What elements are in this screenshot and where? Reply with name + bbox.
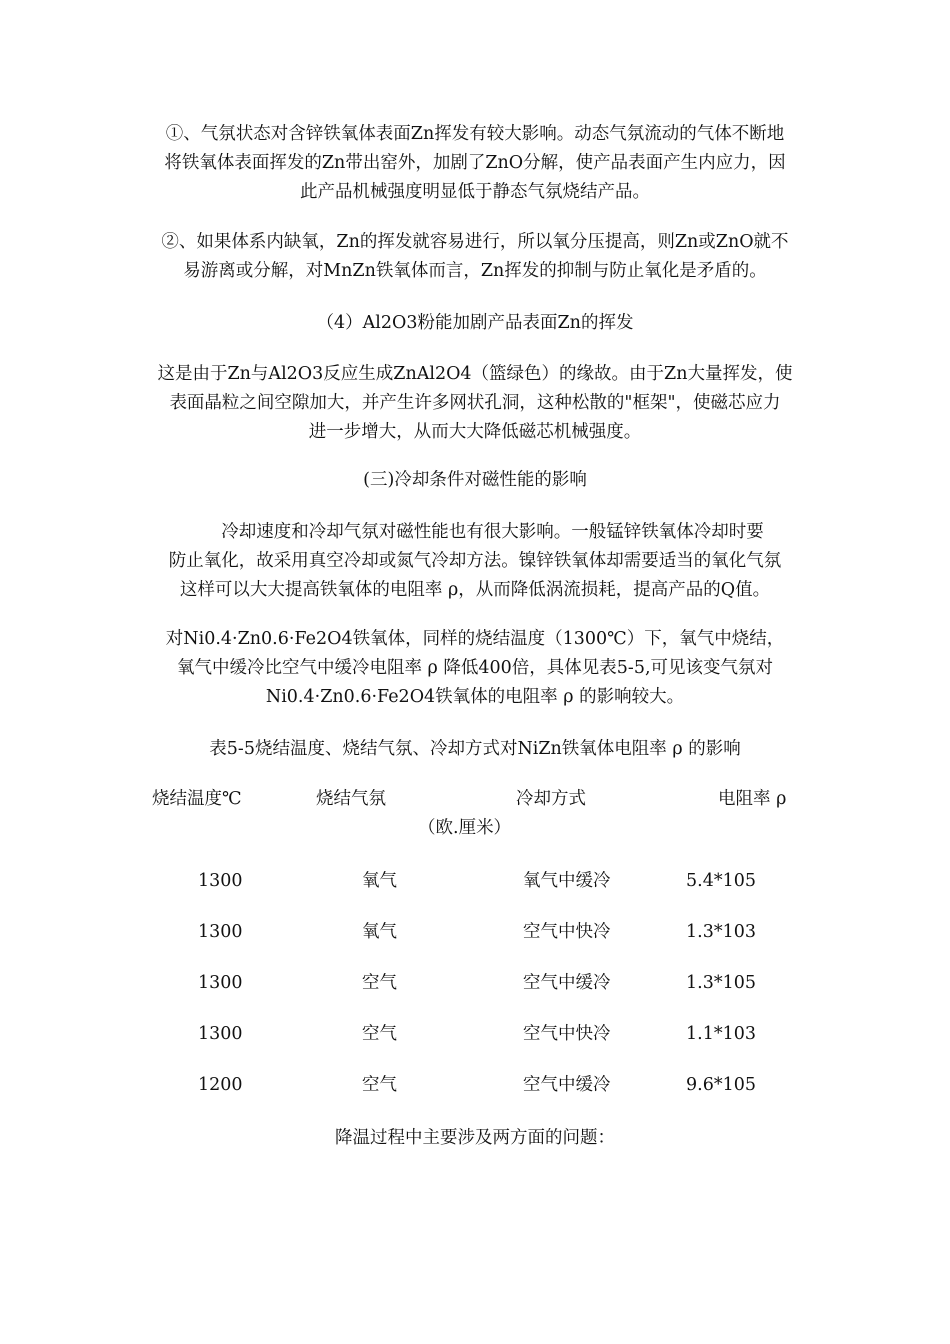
table-cell-temp: 1300 <box>198 922 243 942</box>
text-line: 这样可以大大提高铁氧体的电阻率 ρ，从而降低涡流损耗，提高产品的Q值。 <box>179 580 771 600</box>
table-cell-atmosphere: 空气 <box>362 1024 397 1044</box>
paragraph-cooling-speed <box>130 518 820 605</box>
text-line: ②、如果体系内缺氧，Zn的挥发就容易进行，所以氧分压提高，则Zn或ZnO就不 <box>161 232 789 252</box>
text-line: Ni0.4·Zn0.6·Fe2O4铁氧体的电阻率 ρ 的影响较大。 <box>265 687 685 707</box>
table-cell-resistivity: 1.1*103 <box>686 1024 756 1044</box>
paragraph-nizn-resistivity <box>130 625 820 712</box>
table-cell-resistivity: 1.3*103 <box>686 922 756 942</box>
table-header-unit: （欧.厘米） <box>418 818 512 838</box>
table-header-temperature: 烧结温度℃ <box>152 789 242 809</box>
closing-line: 降温过程中主要涉及两方面的问题： <box>335 1128 615 1148</box>
paragraph-znal2o4-reaction <box>130 360 820 447</box>
paragraph-oxygen-deficiency <box>130 228 820 286</box>
text-line: 对Ni0.4·Zn0.6·Fe2O4铁氧体，同样的烧结温度（1300℃）下，氧气中烧结， <box>165 629 785 649</box>
table-cell-cooling: 空气中快冷 <box>523 1024 611 1044</box>
section-heading-al2o3: （4）Al2O3粉能加剧产品表面Zn的挥发 <box>316 313 634 333</box>
section-heading-cooling-conditions: (三)冷却条件对磁性能的影响 <box>363 470 587 490</box>
table-header-resistivity: 电阻率 ρ <box>718 789 787 809</box>
text-line: 此产品机械强度明显低于静态气氛烧结产品。 <box>300 182 650 202</box>
table-cell-temp: 1300 <box>198 973 243 993</box>
text-line: 氧气中缓冷比空气中缓冷电阻率 ρ 降低400倍，具体见表5-5,可见该变气氛对 <box>176 658 774 678</box>
table-cell-cooling: 空气中缓冷 <box>523 1075 611 1095</box>
text-line: 防止氧化，故采用真空冷却或氮气冷却方法。镍锌铁氧体却需要适当的氧化气氛 <box>168 551 782 571</box>
table-cell-temp: 1200 <box>198 1075 243 1095</box>
table-cell-temp: 1300 <box>198 1024 243 1044</box>
text-line: 冷却速度和冷却气氛对磁性能也有很大影响。一般锰锌铁氧体冷却时要 <box>186 522 764 542</box>
table-cell-atmosphere: 氧气 <box>362 871 397 891</box>
paragraph-zn-volatilization-atmosphere <box>130 120 820 207</box>
table-cell-atmosphere: 空气 <box>362 973 397 993</box>
text-line: 将铁氧体表面挥发的Zn带出窑外，加剧了ZnO分解，使产品表面产生内应力，因 <box>164 153 786 173</box>
text-line: 易游离或分解，对MnZn铁氧体而言，Zn挥发的抑制与防止氧化是矛盾的。 <box>183 261 767 281</box>
table-cell-resistivity: 9.6*105 <box>686 1075 756 1095</box>
table-cell-resistivity: 5.4*105 <box>686 871 756 891</box>
table-cell-cooling: 氧气中缓冷 <box>523 871 611 891</box>
text-line: 进一步增大，从而大大降低磁芯机械强度。 <box>308 422 642 442</box>
table-header-atmosphere: 烧结气氛 <box>316 789 386 809</box>
table-caption: 表5-5烧结温度、烧结气氛、冷却方式对NiZn铁氧体电阻率 ρ 的影响 <box>209 739 741 759</box>
table-cell-atmosphere: 氧气 <box>362 922 397 942</box>
text-line: ①、气氛状态对含锌铁氧体表面Zn挥发有较大影响。动态气氛流动的气体不断地 <box>165 124 785 144</box>
table-cell-cooling: 空气中快冷 <box>523 922 611 942</box>
table-cell-atmosphere: 空气 <box>362 1075 397 1095</box>
table-cell-resistivity: 1.3*105 <box>686 973 756 993</box>
table-cell-temp: 1300 <box>198 871 243 891</box>
text-line: 这是由于Zn与Al2O3反应生成ZnAl2O4（篮绿色）的缘故。由于Zn大量挥发，使 <box>157 364 793 384</box>
table-header-cooling: 冷却方式 <box>516 789 586 809</box>
text-line: 表面晶粒之间空隙加大，并产生许多网状孔洞，这种松散的"框架"，使磁芯应力 <box>169 393 781 413</box>
table-cell-cooling: 空气中缓冷 <box>523 973 611 993</box>
